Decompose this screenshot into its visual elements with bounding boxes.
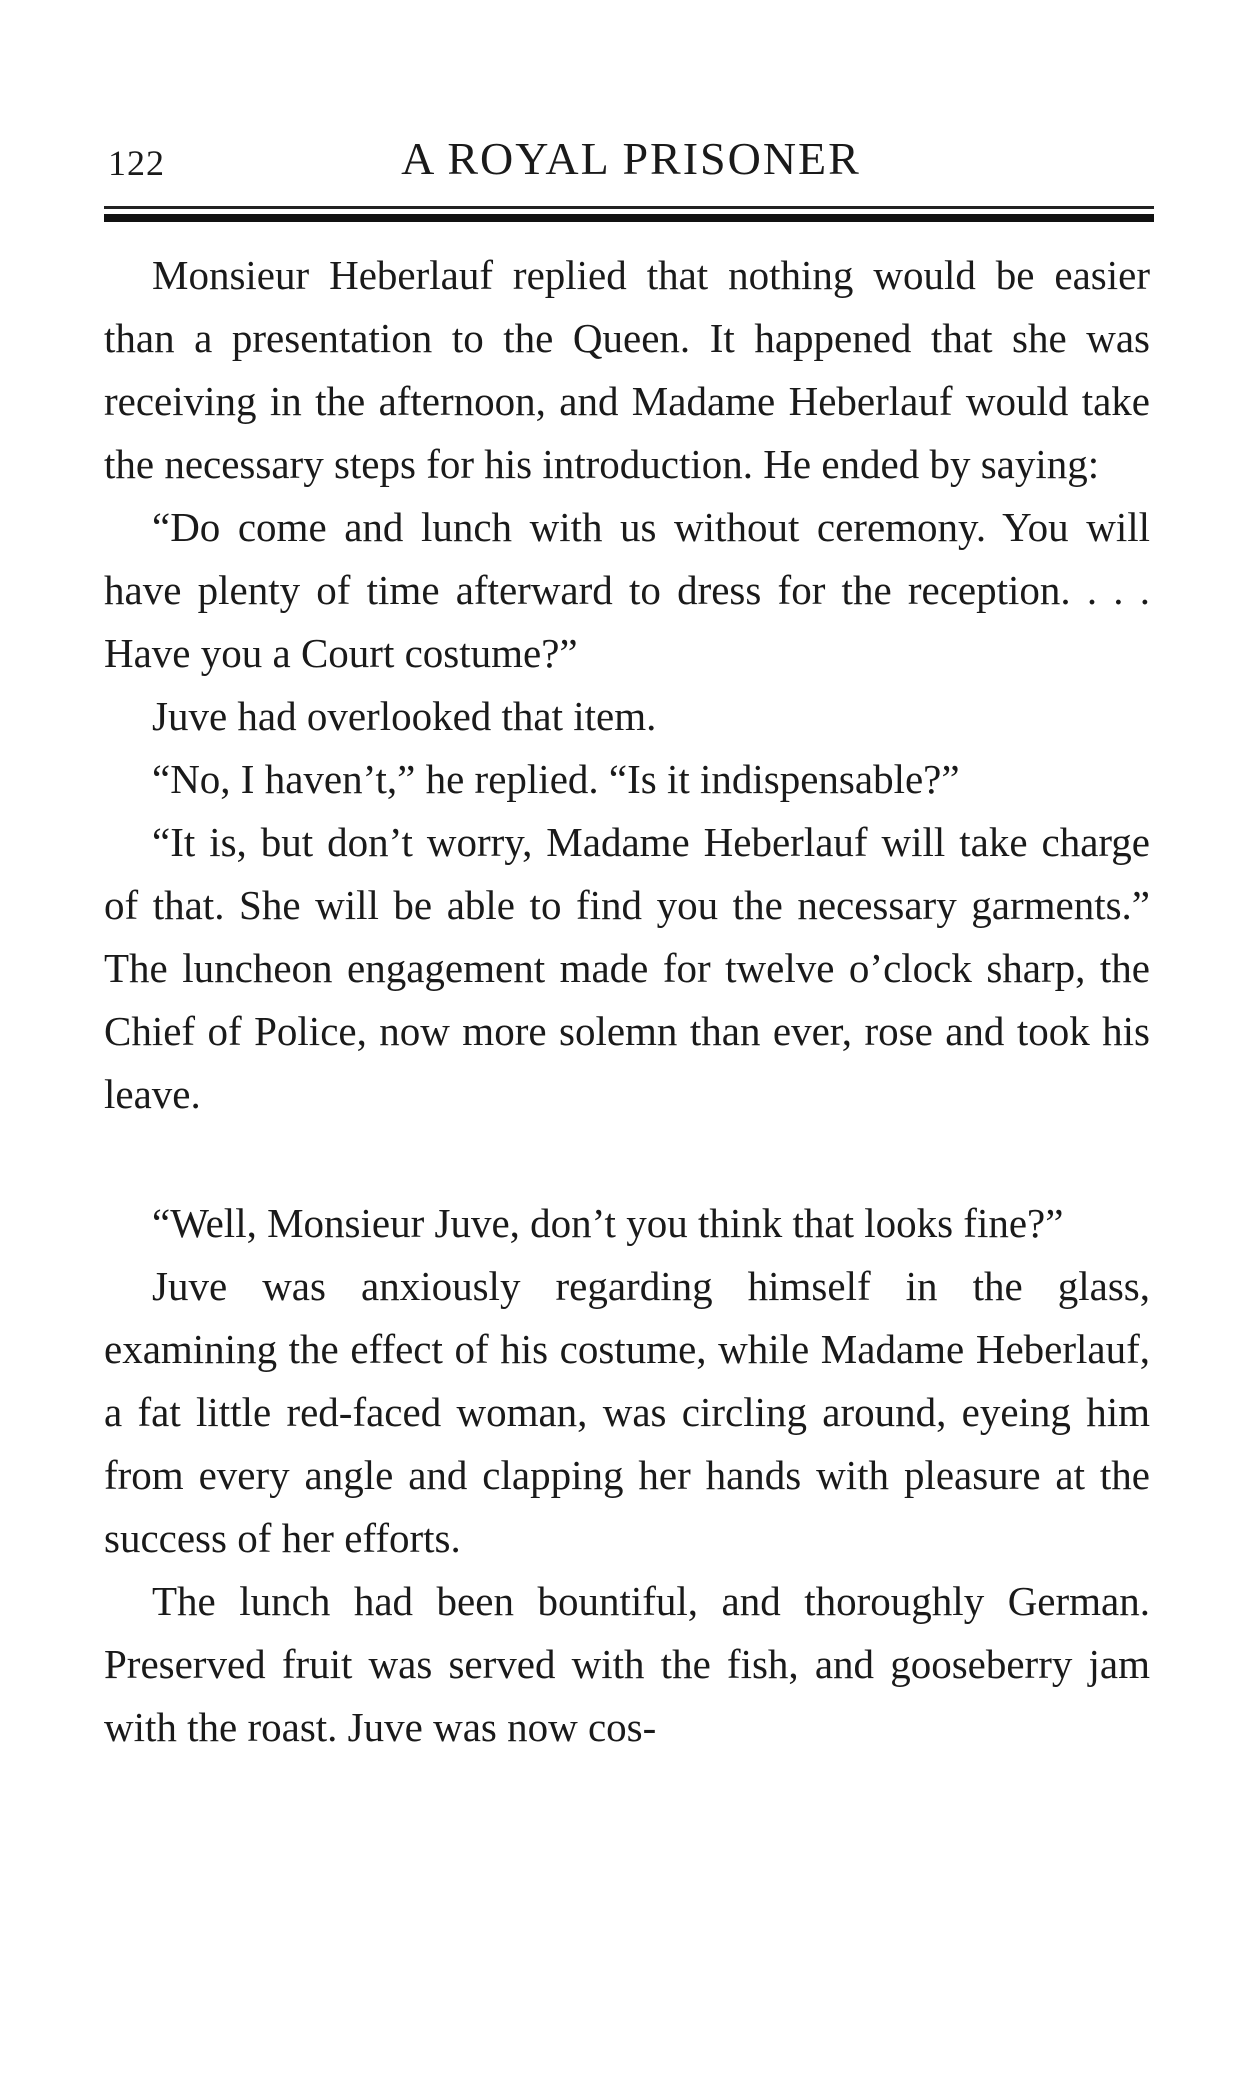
paragraph: “Do come and lunch with us without ceremony. You will have plenty of time afterward to dress for the reception. . . . Have you a Court costume?”: [104, 504, 1150, 676]
page-number: 122: [108, 143, 165, 183]
paragraph: Juve was anxiously regarding himself in the glass, examining the effect of his costume, while Madame Heberlauf, a fat little red-faced woman, was circling around, eyeing him from every angle and clapping her hands with pleasure at the success of her efforts.: [104, 1263, 1150, 1561]
paragraph: “Well, Monsieur Juve, don’t you think that looks fine?”: [152, 1200, 1064, 1246]
running-head: [108, 128, 1154, 188]
paragraph: “No, I haven’t,” he replied. “Is it indispensable?”: [152, 756, 960, 802]
paragraph: Monsieur Heberlauf replied that nothing would be easier than a presentation to the Queen. It happened that she was receiving in the afternoon, and Madame Heberlauf would take the necessary steps for his introduction. He ended by saying:: [104, 252, 1150, 487]
paragraph: Juve had overlooked that item.: [152, 693, 657, 739]
paragraph: The lunch had been bountiful, and thoroughly German. Preserved fruit was served with the fish, and gooseberry jam with the roast. Juve was now cos-: [104, 1578, 1150, 1750]
body-text: [104, 244, 1150, 1759]
header-rule-thick: [104, 214, 1154, 222]
paragraph: “It is, but don’t worry, Madame Heberlauf will take charge of that. She will be able to find you the necessary garments.” The luncheon engagement made for twelve o’clock sharp, the Chief of Police, now more solemn than ever, rose and took his leave.: [104, 819, 1150, 1117]
header-rule-thin: [104, 206, 1154, 209]
book-title: A ROYAL PRISONER: [401, 133, 861, 184]
